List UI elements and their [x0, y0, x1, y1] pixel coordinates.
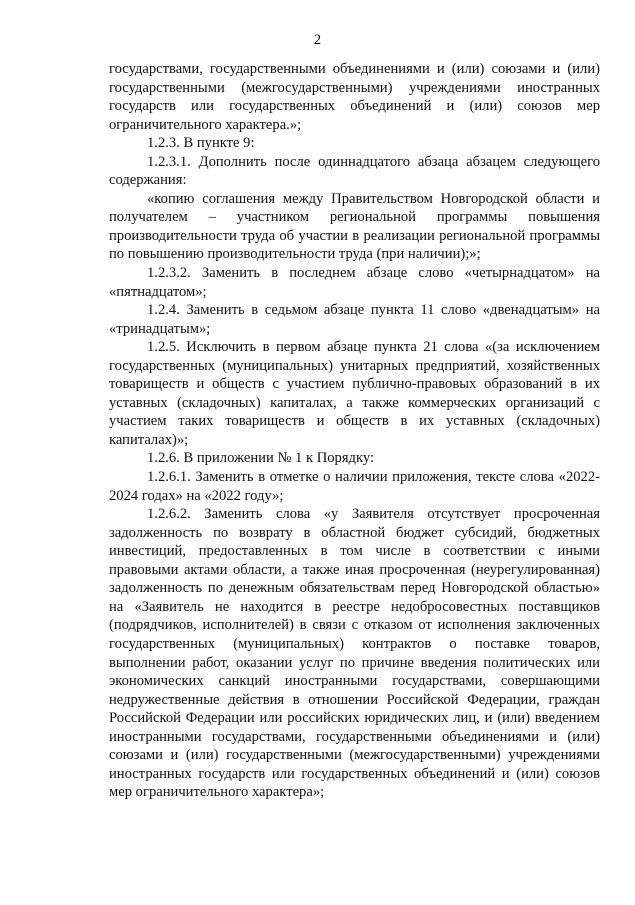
- paragraph-1-2-6-2: 1.2.6.2. Заменить слова «у Заявителя отсутствует просроченная задолженность по возврату в областной бюджет субсидий, бюджетных инвестиций, предоставленных в том числе в соответствии с иными правовыми актами области, а также иная просроченная (неурегулированная) задолженность по денежным обязательствам перед Новгородской областью» на «Заявитель не находится в реестре недобросовестных поставщиков (подрядчиков, исполнителей) в связи с отказом от исполнения заключенных государственных (муниципальных) контрактов о поставке товаров, выполнении работ, оказании услуг по причине введения политических или экономических санкций иностранными государствами, совершающими недружественные действия в отношении Российской Федерации, граждан Российской Федерации или российских юридических лиц, и (или) введением иностранными государствами, государственными объединениями и (или) союзами и (или) государственными (межгосударственными) учреждениями иностранных государств или государственных объединений и (или) союзов мер ограничительного характера»;: [109, 506, 600, 801]
- page-number: 2: [313, 32, 322, 48]
- paragraph-1-2-5: 1.2.5. Исключить в первом абзаце пункта 21 слова «(за исключением государственных (муниципальных) унитарных предприятий, хозяйственных товариществ и обществ с участием публично-правовых образований в их уставных (складочных) капиталах, а также коммерческих организаций с участием таких товариществ и обществ в их уставных (складочных) капиталах)»;: [109, 339, 600, 448]
- paragraph-1-2-4: 1.2.4. Заменить в седьмом абзаце пункта 11 слово «двенадцатым» на «тринадцатым»;: [109, 302, 600, 337]
- paragraph-1-2-3: 1.2.3. В пункте 9:: [147, 135, 255, 152]
- paragraph-1-2-6: 1.2.6. В приложении № 1 к Порядку:: [147, 450, 375, 467]
- paragraph-1-2-3-1: 1.2.3.1. Дополнить после одиннадцатого абзаца абзацем следующего содержания:: [109, 153, 600, 189]
- paragraph-1-2-3-2: 1.2.3.2. Заменить в последнем абзаце слово «четырнадцатом» на «пятнадцатом»;: [109, 265, 600, 300]
- paragraph-1-2-6-1: 1.2.6.1. Заменить в отметке о наличии приложения, тексте слова «2022-2024 годах» на «2022 году»;: [109, 469, 600, 504]
- document-body: [109, 60, 600, 802]
- paragraph-quote: «копию соглашения между Правительством Новгородской области и получателем – участником региональной программы повышения производительности труда об участии в реализации региональной программы по повышению производительности труда (при наличии);»;: [109, 190, 600, 263]
- paragraph-continuation: государствами, государственными объединениями и (или) союзами и (или) государственными (межгосударственными) учреждениями иностранных государств или государственных объединений и (или) союзов мер ограничительного характера.»;: [109, 61, 600, 133]
